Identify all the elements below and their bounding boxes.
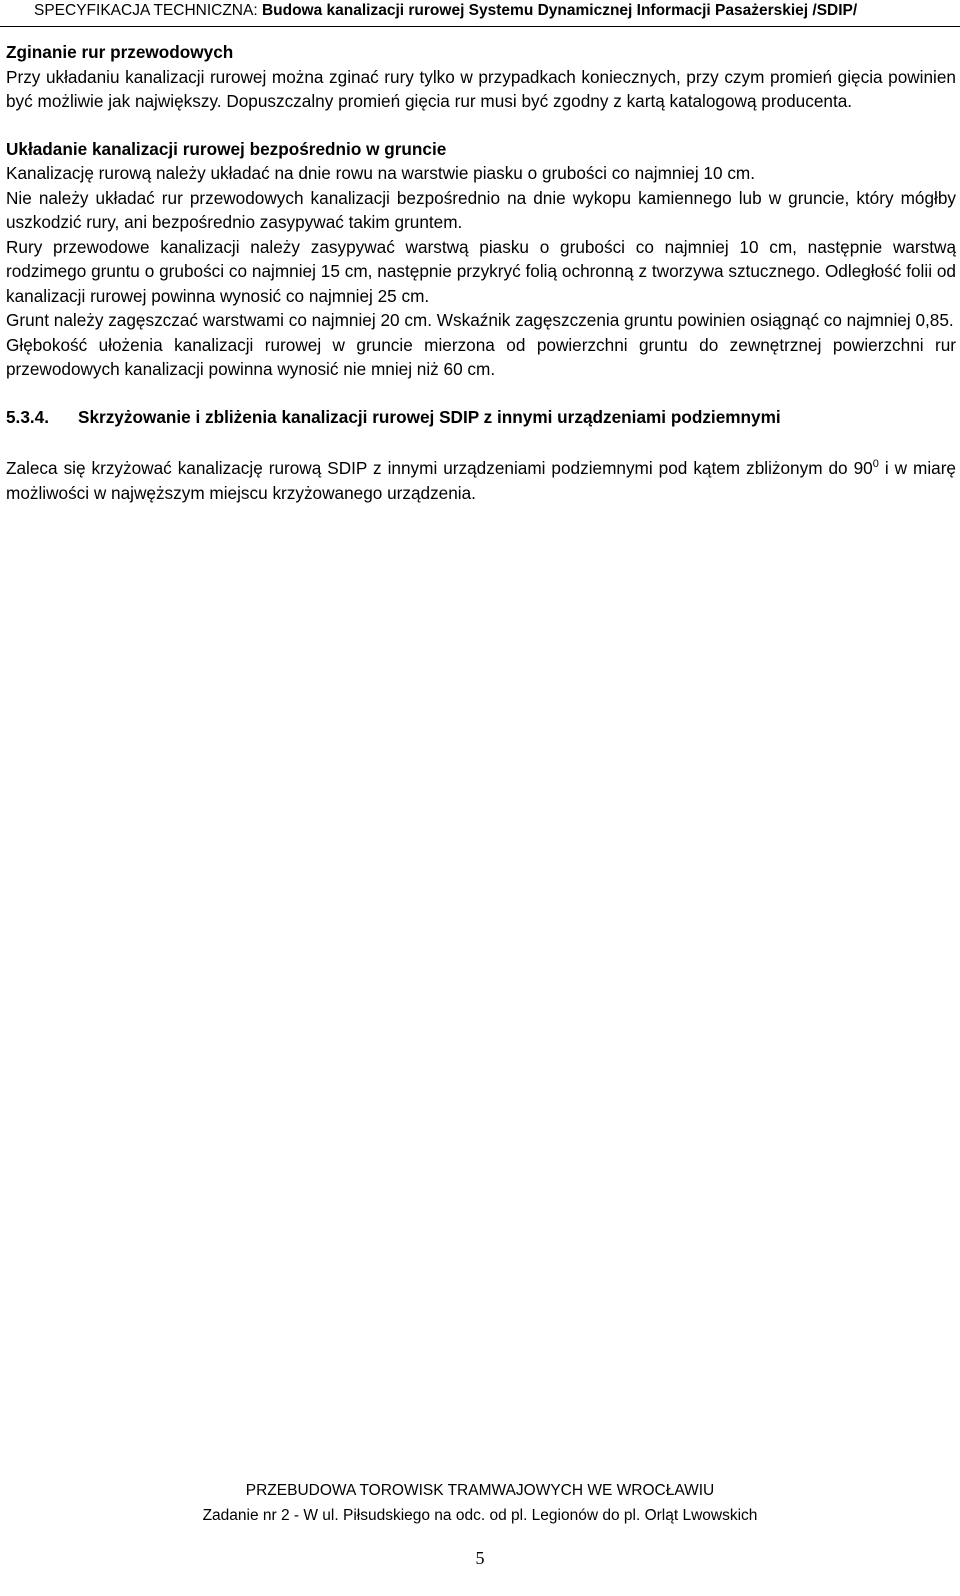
paragraph-bending: Przy układaniu kanalizacji rurowej można zginać rury tylko w przypadkach koniecznych, przy czym promień gięcia powinien być możliwie jak największy. Dopuszczalny promień gięcia rur musi być zgodny z kartą katalogową producenta. — [6, 66, 956, 111]
paragraph-laying-2: Nie należy układać rur przewodowych kanalizacji bezpośrednio na dnie wykopu kamiennego lub w gruncie, który mógłby uszkodzić rury, ani bezpośrednio zasypywać takim gruntem. — [6, 187, 956, 232]
degree-superscript: 0 — [872, 458, 879, 470]
header-prefix: SPECYFIKACJA TECHNICZNA: — [34, 2, 262, 19]
paragraph-crossing-text-1: Zaleca się krzyżować kanalizację rurową SDIP z innymi urządzeniami podziemnymi pod kątem zbliżonym do 90 — [6, 458, 873, 478]
paragraph-laying-5: Głębokość ułożenia kanalizacji rurowej w gruncie mierzona od powierzchni gruntu do zewnętrznej powierzchni rur przewodowych kanalizacji powinna wynosić nie mniej niż 60 cm. — [6, 334, 956, 379]
spacer — [6, 429, 956, 452]
spacer — [6, 382, 956, 405]
paragraph-laying-1: Kanalizację rurową należy układać na dnie rowu na warstwie piasku o grubości co najmniej 10 cm. — [6, 163, 755, 183]
section-title: Skrzyżowanie i zbliżenia kanalizacji rurowej SDIP z innymi urządzeniami podziemnymi — [78, 406, 781, 427]
paragraph-laying-4: Grunt należy zagęszczać warstwami co najmniej 20 cm. Wskaźnik zagęszczenia gruntu powinien osiągnąć co najmniej 0,85. — [6, 310, 954, 330]
section-number: 5.3.4. — [6, 406, 50, 427]
header-title: Budowa kanalizacji rurowej Systemu Dynamicznej Informacji Pasażerskiej /SDIP/ — [261, 2, 858, 19]
section-heading-bending: Zginanie rur przewodowych — [6, 42, 234, 62]
footer-task-description: Zadanie nr 2 - W ul. Piłsudskiego na odc. od pl. Legionów do pl. Orląt Lwowskich — [202, 1507, 758, 1524]
paragraph-crossing — [6, 452, 956, 505]
page-number: 5 — [475, 1548, 485, 1568]
section-heading-crossing — [6, 405, 956, 430]
section-heading-laying: Układanie kanalizacji rurowej bezpośrednio w gruncie — [6, 138, 447, 159]
paragraph-crossing-text-2: i w miarę możliwości w najwęższym miejscu krzyżowanego urządzenia. — [6, 458, 956, 503]
document-body — [6, 40, 956, 505]
page-header — [0, 0, 960, 27]
header-text — [34, 2, 857, 20]
footer-project-title: PRZEBUDOWA TOROWISK TRAMWAJOWYCH WE WROCŁAWIU — [245, 1482, 715, 1499]
paragraph-laying-3: Rury przewodowe kanalizacji należy zasypywać warstwą piasku o grubości co najmniej 10 cm, następnie warstwą rodzimego gruntu o grubości co najmniej 15 cm, następnie przykryć folią ochronną z tworzywa sztucznego. Odległość folii od kanalizacji rurowej powinna wynosić co najmniej 25 cm. — [6, 236, 956, 306]
spacer — [6, 114, 956, 137]
